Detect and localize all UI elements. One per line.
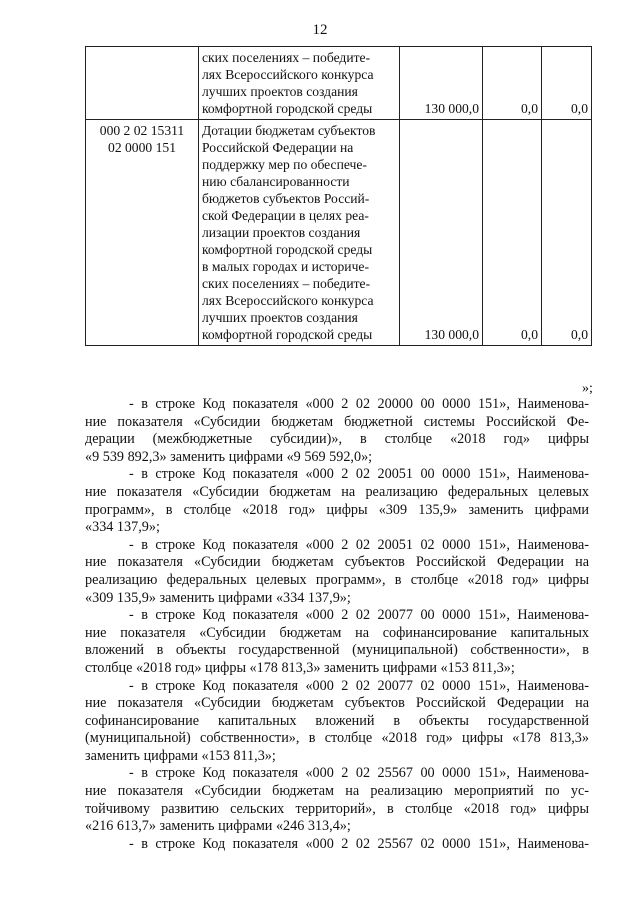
name-line: ских поселениях – победите- (202, 50, 371, 65)
text-line: дерации (межбюджетные субсидии)», в столбце «2018 год» цифры (85, 431, 589, 448)
name-line: лях Всероссийского конкурса (202, 293, 374, 308)
value-2019-cell: 0,0 (483, 47, 542, 120)
text-line: столбце «2018 год» цифры «178 813,3» заменить цифрами «153 811,3»; (85, 659, 515, 676)
code-line: 000 2 02 15311 (99, 123, 185, 138)
table-row (86, 47, 592, 120)
name-line: в малых городах и историче- (202, 259, 369, 274)
closing-quote: »; (582, 381, 593, 396)
text-line: (муниципальной) собственности», в столбце «2018 год» цифры «178 813,3» (85, 730, 589, 747)
budget-table (85, 46, 592, 346)
text-line: «216 613,7» заменить цифрами «246 313,4»; (85, 818, 351, 835)
text-line: софинансирование капитальных вложений в объекты государственной (85, 712, 589, 729)
amendment-paragraph (85, 466, 589, 536)
name-line: ских поселениях – победите- (202, 276, 371, 291)
text-line: вложений в объекты государственной (муниципальной) собственности», в (85, 642, 589, 659)
text-line: «9 539 892,3» заменить цифрами «9 569 592,0»; (85, 448, 373, 465)
text-line: - в строке Код показателя «000 2 02 20051 02 0000 151», Наименова- (129, 536, 589, 553)
amendment-paragraph (85, 607, 589, 677)
page-number: 12 (312, 22, 328, 38)
text-line: - в строке Код показателя «000 2 02 20051 00 0000 151», Наименова- (129, 466, 589, 483)
amendment-paragraph (85, 537, 589, 607)
text-line: реализацию федеральных целевых программ», в столбце «2018 год» цифры (85, 571, 589, 588)
table-row (86, 120, 592, 346)
value-2020-cell: 0,0 (542, 47, 592, 120)
amendment-paragraph (85, 765, 589, 835)
value-2018-cell: 130 000,0 (400, 47, 483, 120)
text-line: ние показателя «Субсидии бюджетам субъектов Российской Федерации на (85, 554, 589, 571)
value-2018-cell: 130 000,0 (400, 120, 483, 346)
name-line: лучших проектов создания (202, 310, 358, 325)
text-line: ние показателя «Субсидии бюджетам на реализацию мероприятий по ус- (85, 783, 589, 800)
name-line: поддержку мер по обеспече- (202, 157, 367, 172)
amendment-paragraph (85, 678, 589, 766)
text-line: ние показателя «Субсидии бюджетам на софинансирование капитальных (85, 624, 589, 641)
name-line: бюджетов субъектов Россий- (202, 191, 370, 206)
name-line: Российской Федерации на (202, 140, 354, 155)
text-line: - в строке Код показателя «000 2 02 20000 00 0000 151», Наименова- (129, 396, 589, 412)
text-line: ние показателя «Субсидии бюджетам бюджетной системы Российской Фе- (85, 413, 589, 430)
code-line: 02 0000 151 (108, 140, 176, 155)
text-line: - в строке Код показателя «000 2 02 20077 02 0000 151», Наименова- (129, 677, 589, 694)
text-line: заменить цифрами «153 811,3»; (85, 747, 276, 764)
amendment-paragraph (85, 836, 589, 854)
text-line: - в строке Код показателя «000 2 02 25567 02 0000 151», Наименова- (129, 835, 589, 852)
text-line: тойчивому развитию сельских территорий», в столбце «2018 год» цифры (85, 800, 589, 817)
name-line: лях Всероссийского конкурса (202, 67, 374, 82)
text-line: ние показателя «Субсидии бюджетам субъектов Российской Федерации на (85, 695, 589, 712)
text-line: ние показателя «Субсидии бюджетам на реализацию федеральных целевых (85, 483, 589, 500)
text-line: «334 137,9»; (85, 519, 160, 536)
name-line: лучших проектов создания (202, 84, 358, 99)
name-line: лизации проектов создания (202, 225, 361, 240)
amendment-paragraph (85, 396, 589, 466)
name-line: Дотации бюджетам субъектов (202, 123, 376, 138)
name-cell (199, 120, 400, 346)
text-line: программ», в столбце «2018 год» цифры «309 135,9» заменить цифрами (85, 501, 589, 518)
value-2019-cell: 0,0 (483, 120, 542, 346)
name-line: комфортной городской среды (202, 242, 373, 257)
code-cell (86, 120, 199, 346)
name-line: комфортной городской среды (202, 101, 373, 116)
code-cell (86, 47, 199, 120)
amendments-text (85, 396, 589, 853)
name-cell (199, 47, 400, 120)
text-line: - в строке Код показателя «000 2 02 20077 00 0000 151», Наименова- (129, 607, 589, 624)
value-2020-cell: 0,0 (542, 120, 592, 346)
text-line: - в строке Код показателя «000 2 02 25567 00 0000 151», Наименова- (129, 765, 589, 782)
name-line: нию сбалансированности (202, 174, 350, 189)
name-line: комфортной городской среды (202, 327, 373, 342)
name-line: ской Федерации в целях реа- (202, 208, 369, 223)
text-line: «309 135,9» заменить цифрами «334 137,9»; (85, 589, 351, 606)
